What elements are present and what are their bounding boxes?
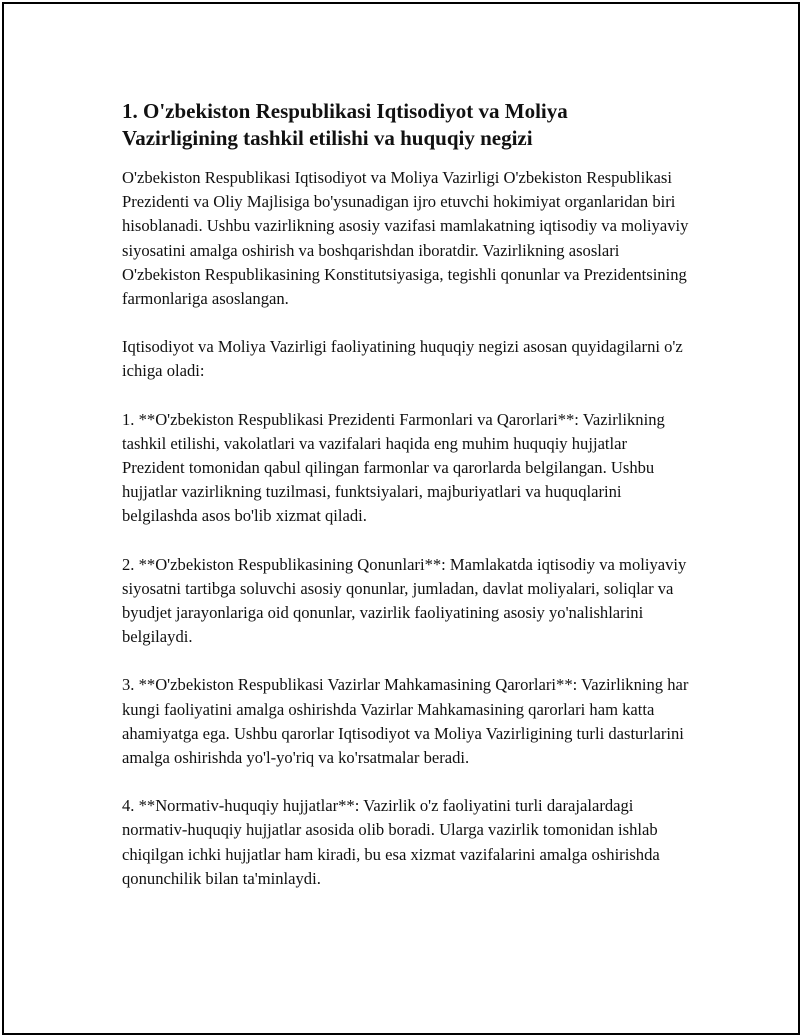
page-frame [2, 2, 800, 1035]
intro-paragraph: O'zbekiston Respublikasi Iqtisodiyot va Moliya Vazirligi O'zbekiston Respublikasi Prezidenti va Oliy Majlisiga bo'ysunadigan ijro etuvchi hokimiyat organlaridan biri hisoblanadi. Ushbu vazirlikning asosiy vazifasi mamlakatning iqtisodiy va moliyaviy siyosatini amalga oshirish va boshqarishdan iboratdir. Vazirlikning asoslari O'zbekiston Respublikasining Konstitutsiyasiga, tegishli qonunlar va Prezidentsining farmonlariga asoslangan. [122, 168, 689, 309]
list-item-laws: 2. **O'zbekiston Respublikasining Qonunlari**: Mamlakatda iqtisodiy va moliyaviy siyosatni tartibga soluvchi asosiy qonunlar, jumladan, davlat moliyalari, soliqlar va byudjet jarayonlariga oid qonunlar, vazirlik faoliyatining asosiy yo'nalishlarini belgilaydi. [122, 554, 687, 647]
heading-line-1: 1. O'zbekiston Respublikasi Iqtisodiyot va Moliya [122, 99, 568, 123]
list-item-normative-documents: 4. **Normativ-huquqiy hujjatlar**: Vazirlik o'z faoliyatini turli darajalardagi normativ-huquqiy hujjatlar asosida olib boradi. Ularga vazirlik tomonidan ishlab chiqilgan ichki hujjatlar ham kiradi, bu esa xizmat vazifalarini amalga oshirishda qonunchilik bilan ta'minlaydi. [122, 796, 660, 888]
legal-basis-paragraph: Iqtisodiyot va Moliya Vazirligi faoliyatining huquqiy negizi asosan quyidagilarni o'z ichiga oladi: [122, 337, 683, 381]
list-item-cabinet-resolutions: 3. **O'zbekiston Respublikasi Vazirlar Mahkamasining Qarorlari**: Vazirlikning har kungi faoliyatini amalga oshirishda Vazirlar Mahkamasining qarorlari ham katta ahamiyatga ega. Ushbu qarorlar Iqtisodiyot va Moliya Vazirligining turli dasturlarini amalga oshirishda yo'l-yo'riq va ko'rsatmalar beradi. [122, 675, 689, 768]
heading-line-2: Vazirligining tashkil etilishi va huquqiy negizi [122, 126, 533, 150]
list-item-presidential-decrees: 1. **O'zbekiston Respublikasi Prezidenti Farmonlari va Qarorlari**: Vazirlikning tashkil etilishi, vakolatlari va vazifalari haqida eng muhim huquqiy hujjatlar Prezident tomonidan qabul qilingan farmonlar va qarorlarda belgilangan. Ushbu hujjatlar vazirlikning tuzilmasi, funktsiyalari, majburiyatlari va huquqlarini belgilashda asos bo'lib xizmat qiladi. [122, 409, 665, 526]
document-body [122, 98, 692, 915]
section-heading [122, 98, 692, 152]
